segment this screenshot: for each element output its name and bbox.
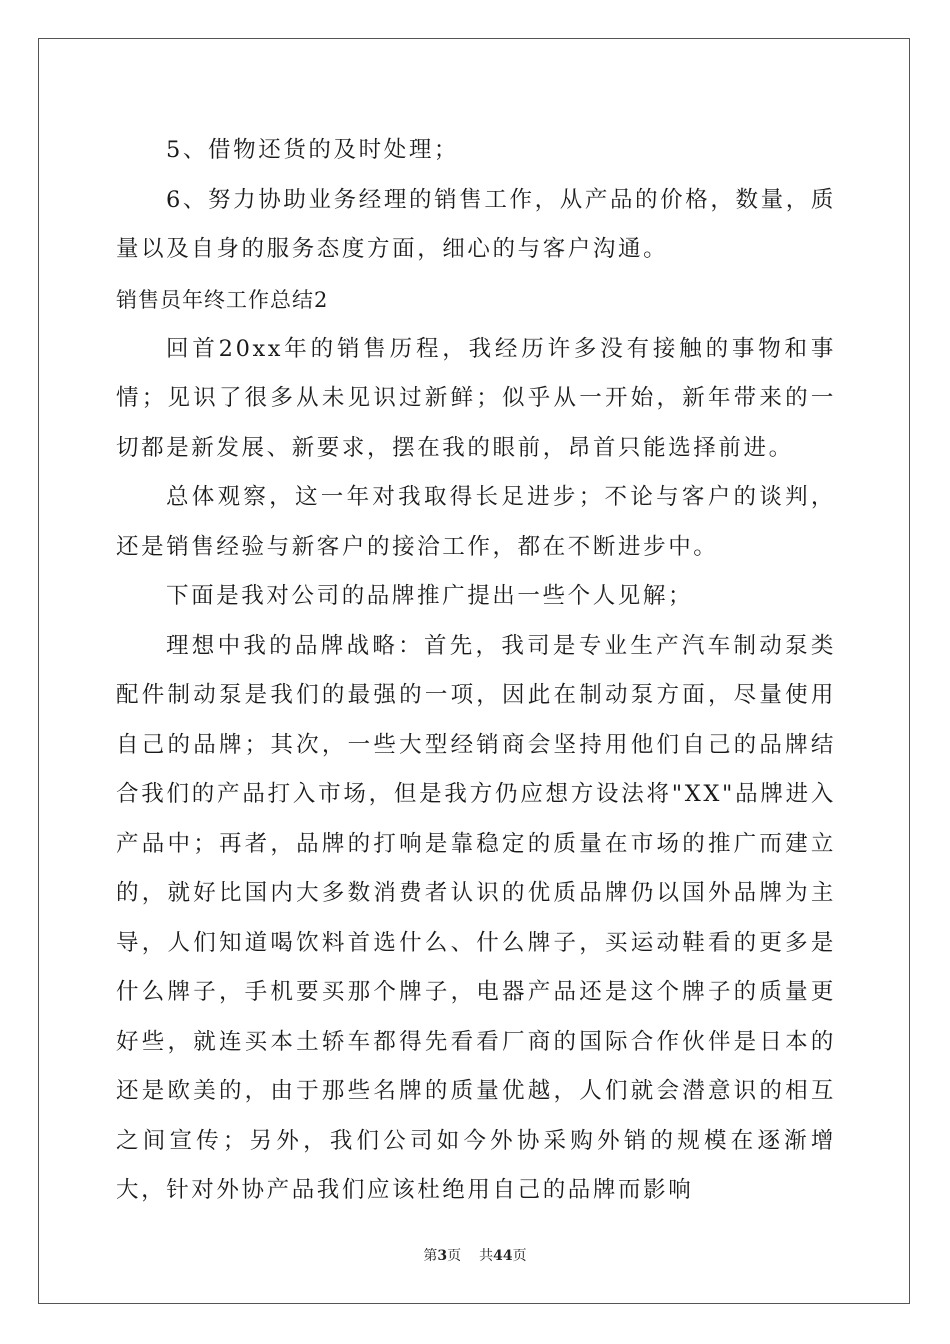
footer-total-suffix: 页 xyxy=(512,1248,527,1264)
footer-page-suffix: 页 xyxy=(447,1248,462,1264)
body-paragraph: 总体观察，这一年对我取得长足进步；不论与客户的谈判，还是销售经验与新客户的接洽工作，都在不断进步中。 xyxy=(116,484,836,560)
footer-page-prefix: 第 xyxy=(423,1248,438,1264)
document-body xyxy=(116,126,836,1216)
footer-page-total: 44 xyxy=(493,1248,513,1264)
body-paragraph: 下面是我对公司的品牌推广提出一些个人见解； xyxy=(166,583,694,609)
page-footer xyxy=(0,1246,950,1266)
body-paragraph: 回首20xx年的销售历程，我经历许多没有接触的事物和事情；见识了很多从未见识过新鲜；似乎从一开始，新年带来的一切都是新发展、新要求，摆在我的眼前，昂首只能选择前进。 xyxy=(116,335,836,461)
footer-total-prefix: 共 xyxy=(479,1248,494,1264)
body-paragraph: 5、借物还货的及时处理； xyxy=(166,137,460,163)
body-paragraph: 6、努力协助业务经理的销售工作，从产品的价格，数量，质量以及自身的服务态度方面，细心的与客户沟通。 xyxy=(116,186,836,262)
section-heading: 销售员年终工作总结2 xyxy=(116,287,329,312)
body-paragraph: 理想中我的品牌战略：首先，我司是专业生产汽车制动泵类配件制动泵是我们的最强的一项，因此在制动泵方面，尽量使用自己的品牌；其次，一些大型经销商会坚持用他们自己的品牌结合我们的产品打入市场，但是我方仍应想方设法将"XX"品牌进入产品中；再者，品牌的打响是靠稳定的质量在市场的推广而建立的，就好比国内大多数消费者认识的优质品牌仍以国外品牌为主导，人们知道喝饮料首选什么、什么牌子，买运动鞋看的更多是什么牌子，手机要买那个牌子，电器产品还是这个牌子的质量更好些，就连买本土轿车都得先看看厂商的国际合作伙伴是日本的还是欧美的，由于那些名牌的质量优越，人们就会潜意识的相互之间宣传；另外，我们公司如今外协采购外销的规模在逐渐增大，针对外协产品我们应该杜绝用自己的品牌而影响 xyxy=(116,632,836,1203)
footer-page-current: 3 xyxy=(437,1248,448,1264)
